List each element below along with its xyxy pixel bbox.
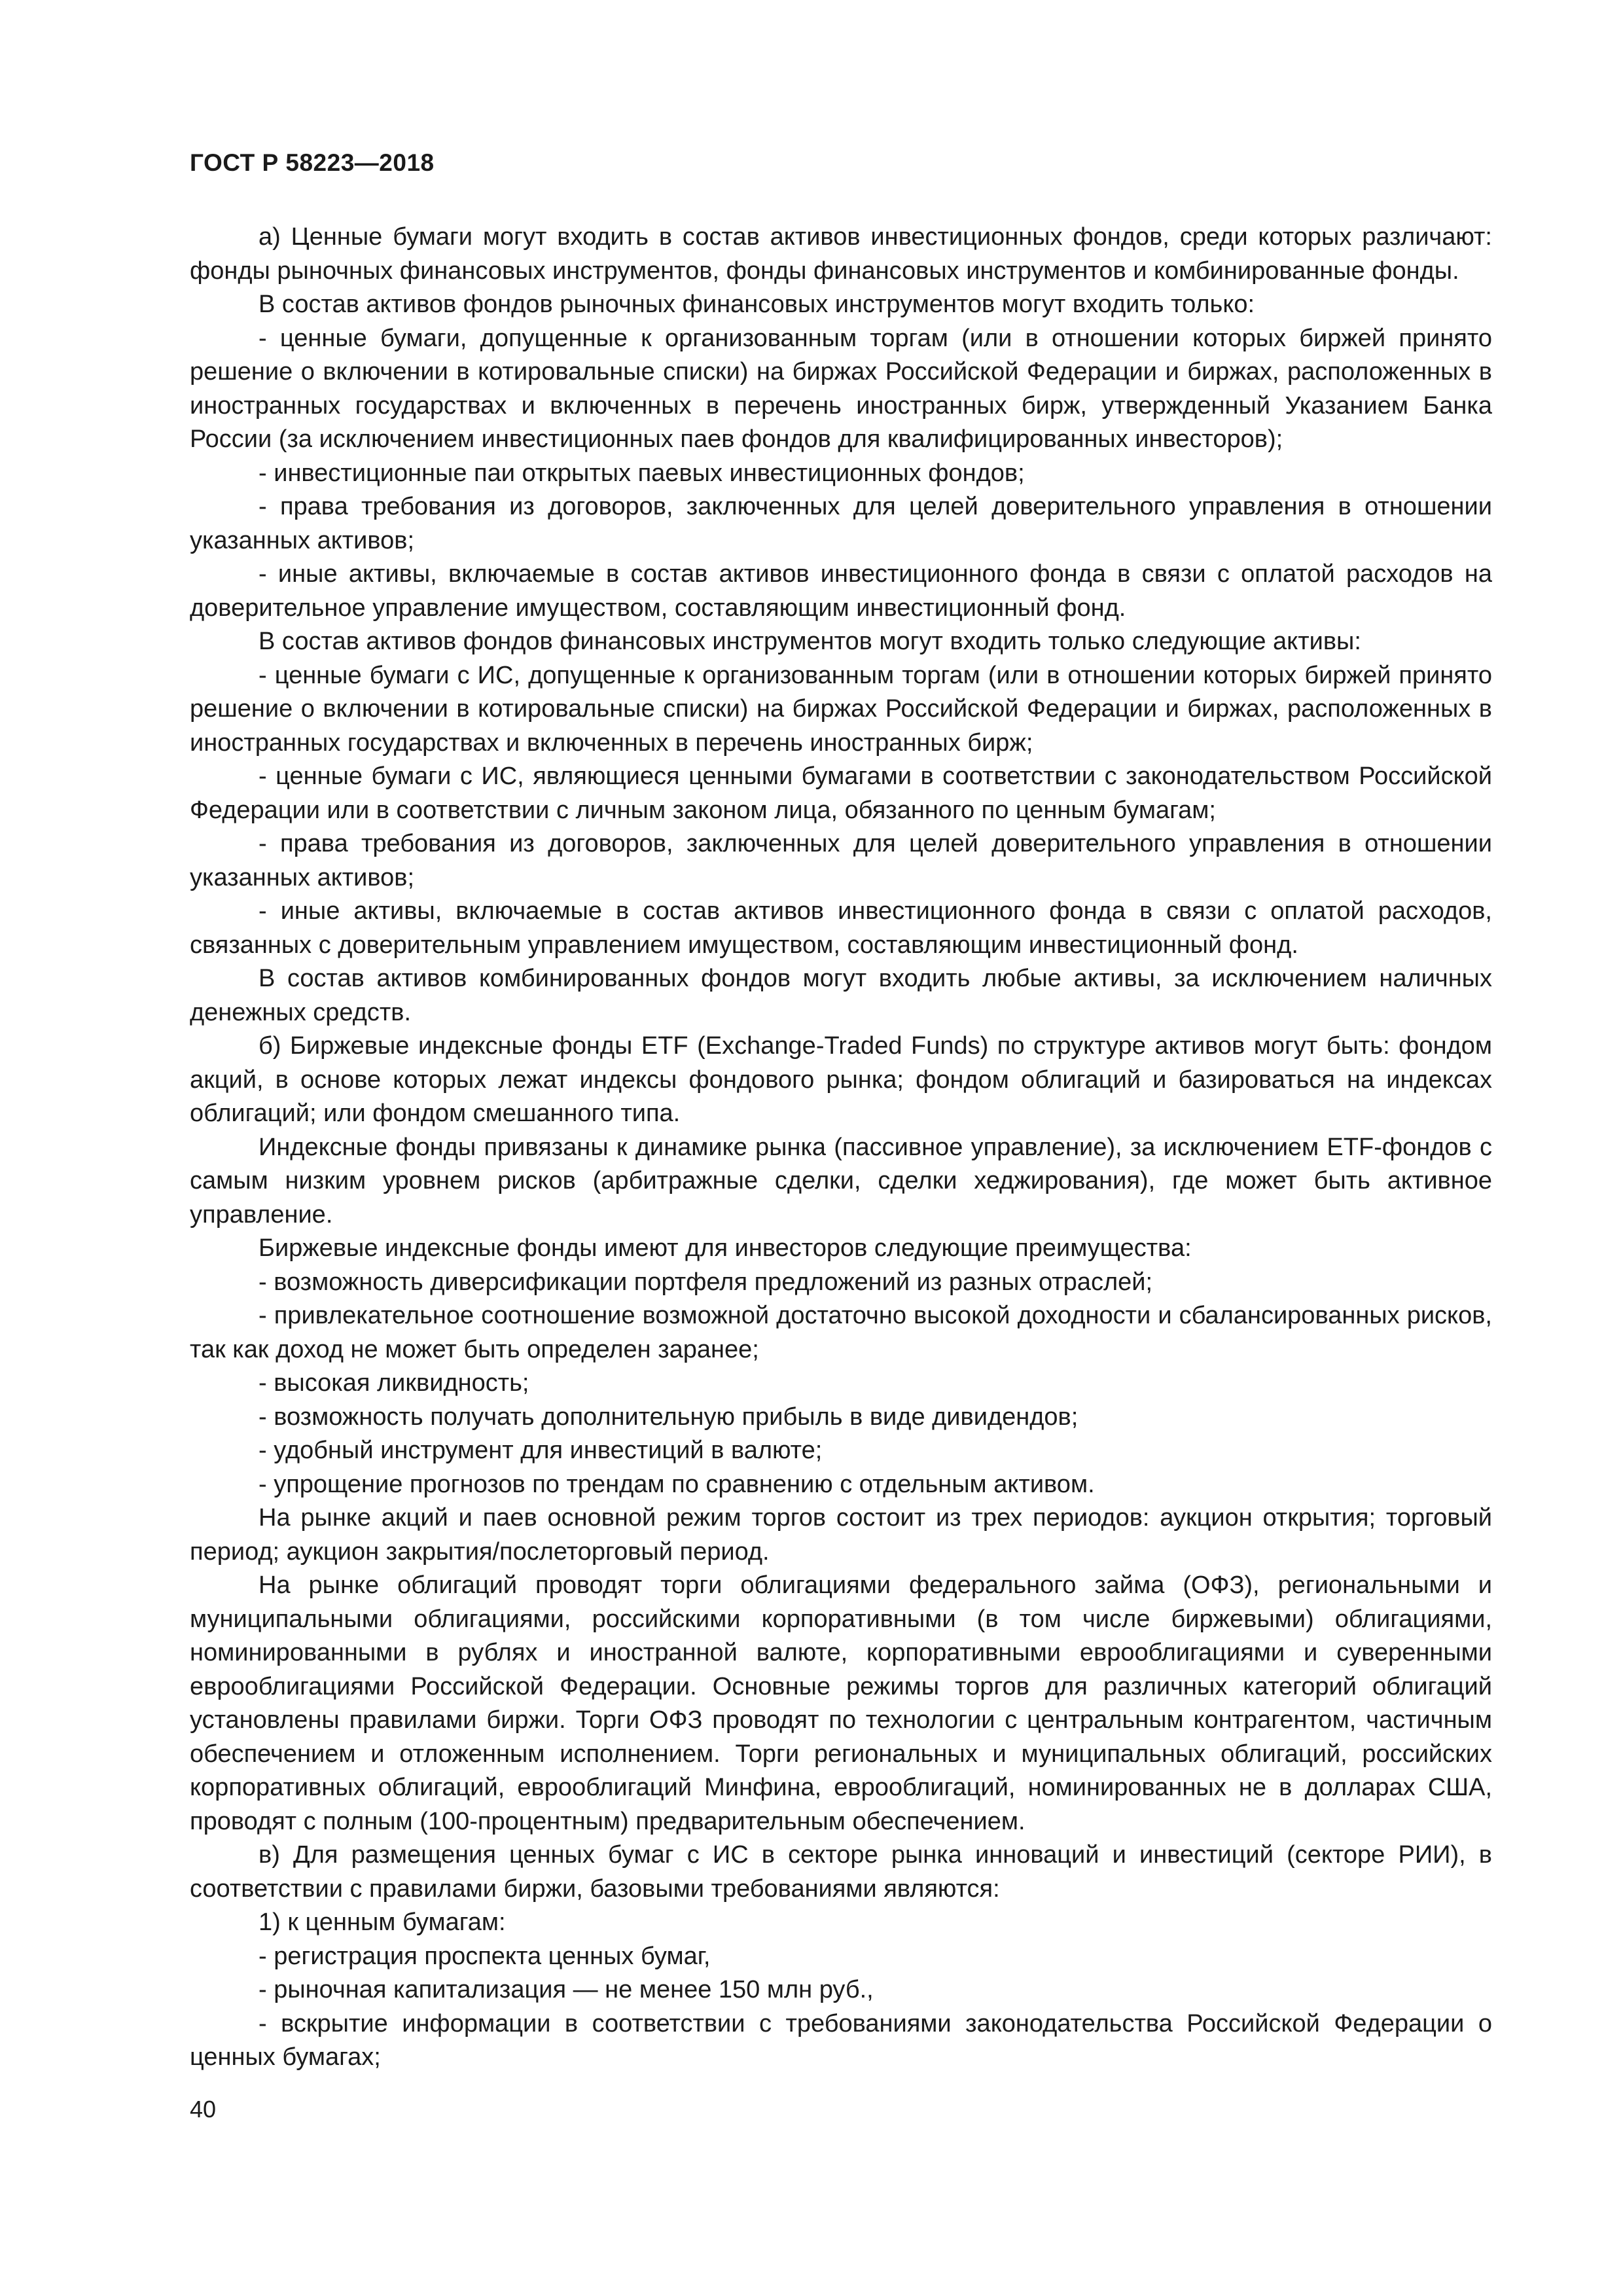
paragraph: В состав активов фондов рыночных финансовых инструментов могут входить только: (259, 291, 1255, 318)
paragraph: а) Ценные бумаги могут входить в состав активов инвестиционных фондов, среди которых различают: фонды рыночных финансовых инструментов, фонды финансовых инструментов и комбинированные фонды. (190, 223, 1492, 285)
list-item: - регистрация проспекта ценных бумаг, (259, 1942, 711, 1970)
list-item: - права требования из договоров, заключенных для целей доверительного управления в отношении указанных активов; (190, 493, 1492, 554)
paragraph: В состав активов фондов финансовых инструментов могут входить только следующие активы: (259, 628, 1361, 655)
list-item: - привлекательное соотношение возможной достаточно высокой доходности и сбалансированных рисков, так как доход не может быть определен заранее; (190, 1302, 1492, 1363)
paragraph: в) Для размещения ценных бумаг с ИС в секторе рынка инноваций и инвестиций (секторе РИИ), в соответствии с правилами биржи, базовыми требованиями являются: (190, 1841, 1492, 1903)
list-item: - упрощение прогнозов по трендам по сравнению с отдельным активом. (259, 1470, 1095, 1498)
list-item: - ценные бумаги, допущенные к организованным торгам (или в отношении которых биржей принято решение о включении в котировальные списки) на биржах Российской Федерации и биржах, расположенных в иностранных государствах и включенных в перечень иностранных бирж, утвержденный Указанием Банка России (за исключением инвестиционных паев фондов для квалифицированных инвесторов); (190, 324, 1492, 453)
list-item: - права требования из договоров, заключенных для целей доверительного управления в отношении указанных активов; (190, 830, 1492, 891)
paragraph: В состав активов комбинированных фондов могут входить любые активы, за исключением наличных денежных средств. (190, 965, 1492, 1026)
list-item: - ценные бумаги с ИС, допущенные к организованным торгам (или в отношении которых биржей принято решение о включении в котировальные списки) на биржах Российской Федерации и биржах, расположенных в иностранных государствах и включенных в перечень иностранных бирж; (190, 661, 1492, 757)
list-item: - возможность получать дополнительную прибыль в виде дивидендов; (259, 1403, 1079, 1431)
list-item: - возможность диверсификации портфеля предложений из разных отраслей; (259, 1268, 1153, 1296)
document-body (190, 221, 1492, 2075)
paragraph: б) Биржевые индексные фонды ETF (Exchange-Traded Funds) по структуре активов могут быть: фондом акций, в основе которых лежат индексы фондового рынка; фондом облигаций и базироваться на индексах облигаций; или фондом смешанного типа. (190, 1032, 1492, 1127)
list-item: - высокая ликвидность; (259, 1369, 529, 1397)
page-number: 40 (190, 2096, 217, 2123)
list-item: - иные активы, включаемые в состав активов инвестиционного фонда в связи с оплатой расходов, связанных с доверительным управлением имуществом, составляющим инвестиционный фонд. (190, 897, 1492, 959)
list-item: - иные активы, включаемые в состав активов инвестиционного фонда в связи с оплатой расходов на доверительное управление имуществом, составляющим инвестиционный фонд. (190, 560, 1492, 622)
list-item: - инвестиционные паи открытых паевых инвестиционных фондов; (259, 459, 1025, 487)
paragraph: На рынке облигаций проводят торги облигациями федерального займа (ОФЗ), региональными и муниципальными облигациями, российскими корпоративными (в том числе биржевыми) облигациями, номинированными в рублях и иностранной валюте, корпоративными еврооблигациями и суверенными еврооблигациями Российской Федерации. Основные режимы торгов для различных категорий облигаций установлены правилами биржи. Торги ОФЗ проводят по технологии с центральным контрагентом, частичным обеспечением и отложенным исполнением. Торги региональных и муниципальных облигаций, российских корпоративных облигаций, еврооблигаций Минфина, еврооблигаций, номинированных не в долларах США, проводят с полным (100-процентным) предварительным обеспечением. (190, 1571, 1492, 1835)
list-item: - вскрытие информации в соответствии с требованиями законодательства Российской Федерации о ценных бумагах; (190, 2009, 1492, 2071)
list-item: 1) к ценным бумагам: (259, 1909, 506, 1936)
document-header: ГОСТ Р 58223—2018 (190, 149, 435, 176)
list-item: - удобный инструмент для инвестиций в валюте; (259, 1437, 823, 1464)
paragraph: На рынке акций и паев основной режим торгов состоит из трех периодов: аукцион открытия; торговый период; аукцион закрытия/послеторговый период. (190, 1504, 1492, 1566)
paragraph: Индексные фонды привязаны к динамике рынка (пассивное управление), за исключением ETF-фондов с самым низким уровнем рисков (арбитражные сделки, сделки хеджирования), где может быть активное управление. (190, 1133, 1492, 1229)
list-item: - рыночная капитализация — не менее 150 млн руб., (259, 1976, 874, 2003)
list-item: - ценные бумаги с ИС, являющиеся ценными бумагами в соответствии с законодательством Российской Федерации или в соответствии с личным законом лица, обязанного по ценным бумагам; (190, 762, 1492, 824)
paragraph: Биржевые индексные фонды имеют для инвесторов следующие преимущества: (259, 1234, 1192, 1262)
